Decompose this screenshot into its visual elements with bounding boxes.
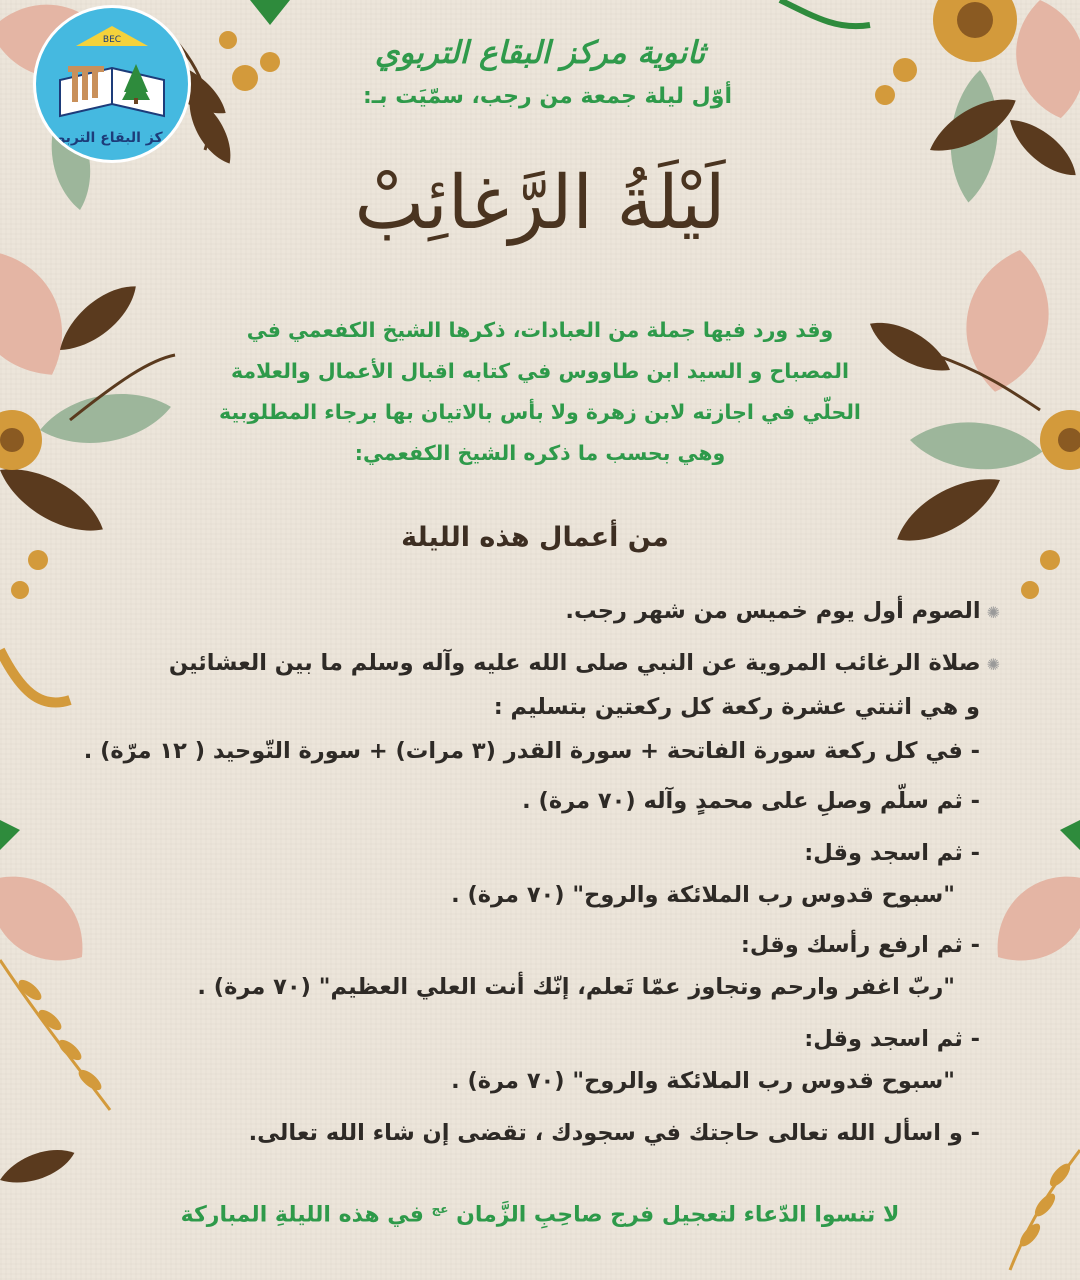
closing-text-after: في هذه الليلةِ المباركة — [180, 1202, 424, 1228]
bottom-right-foliage — [976, 820, 1080, 1270]
top-right-foliage — [780, 0, 1080, 205]
closing-line — [160, 1202, 920, 1227]
list-item: - في كل ركعة سورة الفاتحة + سورة القدر (٣ مرات) + سورة التّوحيد ( ١٢ مرّة) . — [83, 738, 980, 764]
list-item: ✺صلاة الرغائب المروية عن النبي صلى الله عليه وآله وسلم ما بين العشائين — [168, 650, 1000, 676]
description-paragraph — [205, 310, 875, 474]
logo-caption: مركز البقاع التربوي — [44, 130, 180, 146]
school-title: ثانوية مركز البقاع التربوي — [374, 34, 706, 71]
closing-honorific: عج — [431, 1202, 449, 1216]
list-item: "ربّ اغفر وارحم وتجاوز عمّا تَعلم، إنّك أنت العلي العظيم" (٧٠ مرة) . — [197, 974, 955, 1000]
left-middle-foliage — [0, 230, 175, 703]
section-heading: من أعمال هذه الليلة — [401, 522, 669, 553]
list-item: - ثم ارفع رأسك وقل: — [740, 932, 980, 958]
list-item: - ثم سلّم وصلِ على محمدٍ وآله (٧٠ مرة) . — [522, 788, 980, 814]
list-item: و هي اثنتي عشرة ركعة كل ركعتين بتسليم : — [493, 694, 980, 720]
list-item: - ثم اسجد وقل: — [804, 840, 980, 866]
bullet-star-icon: ✺ — [986, 603, 1000, 622]
list-item: - و اسأل الله تعالى حاجتك في سجودك ، تقضى إن شاء الله تعالى. — [248, 1120, 980, 1146]
paragraph-line: المصباح و السيد ابن طاووس في كتابه اقبال الأعمال والعلامة — [230, 359, 850, 383]
list-item: - ثم اسجد وقل: — [804, 1026, 980, 1052]
logo-letters: BEC — [102, 35, 122, 45]
right-middle-foliage — [863, 243, 1080, 599]
closing-text-before: لا تنسوا الدّعاء لتعجيل فرج صاحِبِ الزَّمان — [456, 1202, 900, 1228]
list-item: ✺الصوم أول يوم خميس من شهر رجب. — [565, 598, 1000, 624]
intro-text: أوّل ليلة جمعة من رجب، سمّيَت بـ: — [362, 84, 732, 109]
bullet-star-icon: ✺ — [986, 655, 1000, 674]
list-item: "سبوح قدوس رب الملائكة والروح" (٧٠ مرة) . — [451, 1068, 955, 1094]
school-logo — [36, 8, 188, 160]
list-item: "سبوح قدوس رب الملائكة والروح" (٧٠ مرة) . — [451, 882, 955, 908]
bottom-left-foliage — [0, 820, 110, 1192]
paragraph-line: الحلّي في اجازته لابن زهرة ولا بأس بالاتيان بها برجاء المطلوبية — [219, 400, 861, 424]
calligraphy-title: لَيْلَةُ الرَّغائِبْ — [354, 160, 726, 246]
paragraph-line: وهي بحسب ما ذكره الشيخ الكفعمي: — [354, 441, 726, 465]
paragraph-line: وقد ورد فيها جملة من العبادات، ذكرها الشيخ الكفعمي في — [246, 318, 834, 342]
